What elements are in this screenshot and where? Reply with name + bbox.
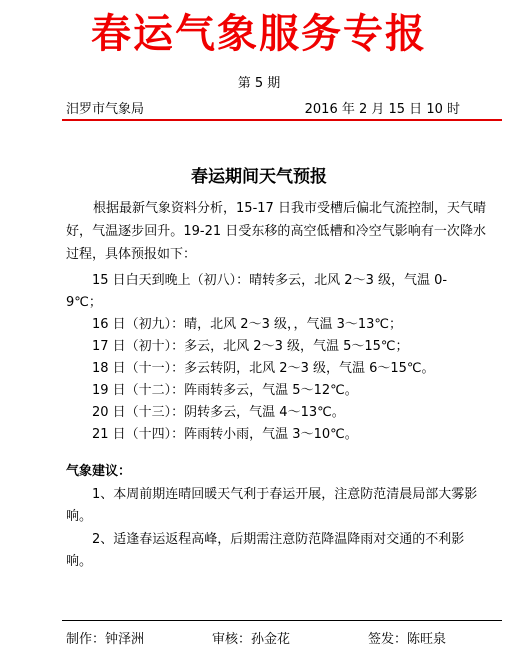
footer-divider [62,620,502,621]
forecast-item: 20 日（十三）：阴转多云，气温 4～13℃。 [92,405,345,420]
issue-number: 第 5 期 [237,76,281,91]
header-divider [62,119,502,121]
forecast-item: 15 日白天到晚上（初八）：晴转多云，北风 2～3 级，气温 0-9℃； [66,273,448,310]
section-heading: 春运期间天气预报 [191,167,327,187]
issuing-organization: 汨罗市气象局 [66,102,145,117]
issuer-signature: 签发：陈旺泉 [368,632,447,647]
advice-item: 2、适逢春运返程高峰，后期需注意防范降温降雨对交通的不利影响。 [66,532,465,569]
advice-list [66,484,482,574]
forecast-item: 17 日（初十）：多云，北风 2～3 级，气温 5～15℃； [92,339,409,354]
reviewer-signature: 审核：孙金花 [212,632,291,647]
issue-date: 2016 年 2 月 15 日 10 时 [304,102,460,117]
forecast-item: 18 日（十一）：多云转阴，北风 2～3 级，气温 6～15℃。 [92,361,435,376]
forecast-item: 21 日（十四）：阵雨转小雨，气温 3～10℃。 [92,427,358,442]
intro-paragraph: 根据最新气象资料分析，15-17 日我市受槽后偏北气流控制，天气晴好，气温逐步回升。19-21 日受东移的高空低槽和冷空气影响有一次降水过程，具体预报如下： [66,201,486,262]
forecast-list [66,270,466,446]
bulletin-title: 春运气象服务专报 [91,10,427,57]
forecast-item: 16 日（初九）：晴，北风 2～3 级，，气温 3～13℃； [92,317,403,332]
advice-title: 气象建议： [66,464,132,479]
forecast-item: 19 日（十二）：阵雨转多云，气温 5～12℃。 [92,383,358,398]
advice-item: 1、本周前期连晴回暖天气利于春运开展，注意防范清晨局部大雾影响。 [66,487,478,524]
author-signature: 制作：钟泽洲 [66,632,145,647]
